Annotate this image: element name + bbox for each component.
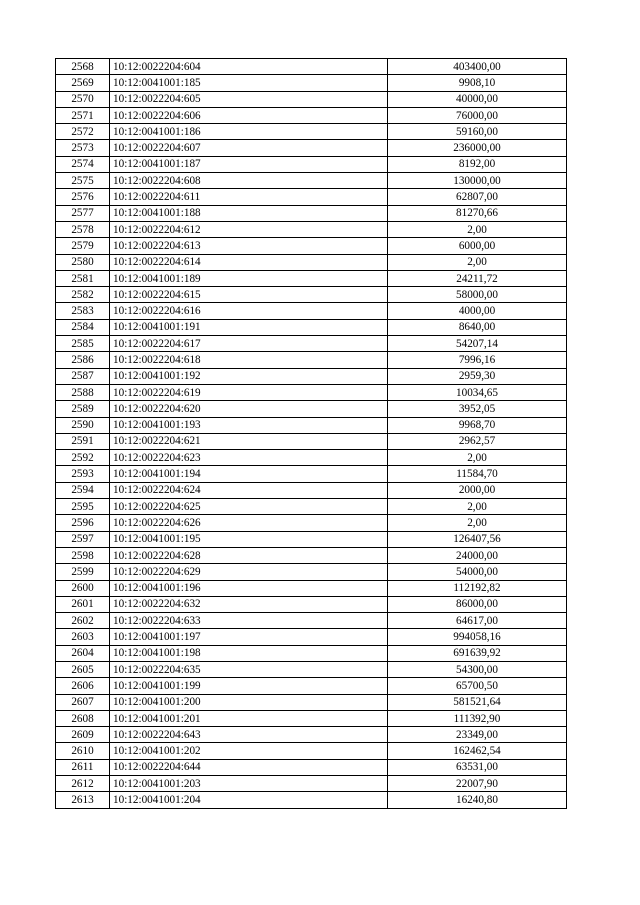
row-number-cell: 2570 [56, 91, 110, 107]
value-cell: 16240,80 [388, 792, 567, 808]
cadastral-number-cell: 10:12:0022204:606 [110, 107, 388, 123]
row-number-cell: 2603 [56, 629, 110, 645]
row-number-cell: 2613 [56, 792, 110, 808]
value-cell: 65700,50 [388, 678, 567, 694]
row-number-cell: 2600 [56, 580, 110, 596]
cadastral-number-cell: 10:12:0022204:614 [110, 254, 388, 270]
value-cell: 236000,00 [388, 140, 567, 156]
value-cell: 11584,70 [388, 466, 567, 482]
value-cell: 7996,16 [388, 352, 567, 368]
row-number-cell: 2599 [56, 564, 110, 580]
row-number-cell: 2568 [56, 59, 110, 75]
table-row [56, 613, 567, 629]
value-cell: 54207,14 [388, 336, 567, 352]
value-cell: 8192,00 [388, 156, 567, 172]
table-body [56, 59, 567, 809]
table-row [56, 661, 567, 677]
row-number-cell: 2605 [56, 661, 110, 677]
value-cell: 130000,00 [388, 173, 567, 189]
table-row [56, 59, 567, 75]
cadastral-number-cell: 10:12:0022204:607 [110, 140, 388, 156]
row-number-cell: 2607 [56, 694, 110, 710]
cadastral-number-cell: 10:12:0041001:186 [110, 124, 388, 140]
cadastral-number-cell: 10:12:0041001:192 [110, 368, 388, 384]
table-row [56, 596, 567, 612]
cadastral-number-cell: 10:12:0041001:200 [110, 694, 388, 710]
table-row [56, 287, 567, 303]
cadastral-number-cell: 10:12:0041001:201 [110, 710, 388, 726]
row-number-cell: 2596 [56, 515, 110, 531]
value-cell: 76000,00 [388, 107, 567, 123]
cadastral-number-cell: 10:12:0022204:624 [110, 482, 388, 498]
value-cell: 86000,00 [388, 596, 567, 612]
table-row [56, 254, 567, 270]
table-row [56, 319, 567, 335]
row-number-cell: 2582 [56, 287, 110, 303]
row-number-cell: 2578 [56, 221, 110, 237]
value-cell: 9968,70 [388, 417, 567, 433]
table-row [56, 417, 567, 433]
value-cell: 2959,30 [388, 368, 567, 384]
table-row [56, 466, 567, 482]
value-cell: 59160,00 [388, 124, 567, 140]
table-row [56, 547, 567, 563]
cadastral-number-cell: 10:12:0041001:198 [110, 645, 388, 661]
table-row [56, 580, 567, 596]
table-row [56, 710, 567, 726]
table-row [56, 336, 567, 352]
value-cell: 8640,00 [388, 319, 567, 335]
table-row [56, 205, 567, 221]
value-cell: 2,00 [388, 450, 567, 466]
value-cell: 24000,00 [388, 547, 567, 563]
cadastral-number-cell: 10:12:0022204:632 [110, 596, 388, 612]
row-number-cell: 2588 [56, 384, 110, 400]
cadastral-number-cell: 10:12:0041001:193 [110, 417, 388, 433]
row-number-cell: 2577 [56, 205, 110, 221]
cadastral-number-cell: 10:12:0041001:187 [110, 156, 388, 172]
cadastral-number-cell: 10:12:0041001:202 [110, 743, 388, 759]
table-row [56, 238, 567, 254]
table-row [56, 482, 567, 498]
cadastral-number-cell: 10:12:0022204:628 [110, 547, 388, 563]
row-number-cell: 2610 [56, 743, 110, 759]
cadastral-number-cell: 10:12:0022204:625 [110, 499, 388, 515]
table-row [56, 368, 567, 384]
value-cell: 40000,00 [388, 91, 567, 107]
cadastral-number-cell: 10:12:0041001:185 [110, 75, 388, 91]
value-cell: 10034,65 [388, 384, 567, 400]
row-number-cell: 2609 [56, 727, 110, 743]
row-number-cell: 2576 [56, 189, 110, 205]
cadastral-number-cell: 10:12:0022204:615 [110, 287, 388, 303]
row-number-cell: 2590 [56, 417, 110, 433]
cadastral-number-cell: 10:12:0022204:613 [110, 238, 388, 254]
value-cell: 2962,57 [388, 433, 567, 449]
cadastral-number-cell: 10:12:0041001:189 [110, 270, 388, 286]
row-number-cell: 2585 [56, 336, 110, 352]
cadastral-number-cell: 10:12:0022204:617 [110, 336, 388, 352]
row-number-cell: 2606 [56, 678, 110, 694]
value-cell: 691639,92 [388, 645, 567, 661]
cadastral-number-cell: 10:12:0022204:612 [110, 221, 388, 237]
table-row [56, 75, 567, 91]
cadastral-number-cell: 10:12:0041001:195 [110, 531, 388, 547]
row-number-cell: 2595 [56, 499, 110, 515]
value-cell: 2,00 [388, 221, 567, 237]
value-cell: 2000,00 [388, 482, 567, 498]
row-number-cell: 2572 [56, 124, 110, 140]
table-row [56, 515, 567, 531]
row-number-cell: 2594 [56, 482, 110, 498]
value-cell: 162462,54 [388, 743, 567, 759]
cadastral-number-cell: 10:12:0041001:196 [110, 580, 388, 596]
table-row [56, 678, 567, 694]
table-row [56, 384, 567, 400]
cadastral-number-cell: 10:12:0041001:194 [110, 466, 388, 482]
table-row [56, 401, 567, 417]
row-number-cell: 2584 [56, 319, 110, 335]
value-cell: 63531,00 [388, 759, 567, 775]
value-cell: 62807,00 [388, 189, 567, 205]
table-row [56, 694, 567, 710]
cadastral-number-cell: 10:12:0041001:197 [110, 629, 388, 645]
cadastral-number-cell: 10:12:0022204:611 [110, 189, 388, 205]
cadastral-number-cell: 10:12:0022204:635 [110, 661, 388, 677]
table-row [56, 189, 567, 205]
cadastral-number-cell: 10:12:0022204:633 [110, 613, 388, 629]
table-row [56, 776, 567, 792]
table-row [56, 792, 567, 808]
row-number-cell: 2612 [56, 776, 110, 792]
row-number-cell: 2579 [56, 238, 110, 254]
value-cell: 111392,90 [388, 710, 567, 726]
cadastral-number-cell: 10:12:0041001:204 [110, 792, 388, 808]
value-cell: 112192,82 [388, 580, 567, 596]
cadastral-number-cell: 10:12:0022204:620 [110, 401, 388, 417]
cadastral-number-cell: 10:12:0041001:188 [110, 205, 388, 221]
cadastral-number-cell: 10:12:0022204:644 [110, 759, 388, 775]
value-cell: 81270,66 [388, 205, 567, 221]
value-cell: 4000,00 [388, 303, 567, 319]
value-cell: 58000,00 [388, 287, 567, 303]
cadastral-number-cell: 10:12:0041001:199 [110, 678, 388, 694]
cadastral-number-cell: 10:12:0022204:619 [110, 384, 388, 400]
row-number-cell: 2602 [56, 613, 110, 629]
table-row [56, 450, 567, 466]
cadastral-number-cell: 10:12:0022204:621 [110, 433, 388, 449]
table-row [56, 499, 567, 515]
table-row [56, 140, 567, 156]
row-number-cell: 2581 [56, 270, 110, 286]
table-row [56, 124, 567, 140]
table-row [56, 352, 567, 368]
value-cell: 9908,10 [388, 75, 567, 91]
cadastral-number-cell: 10:12:0041001:191 [110, 319, 388, 335]
row-number-cell: 2601 [56, 596, 110, 612]
row-number-cell: 2587 [56, 368, 110, 384]
row-number-cell: 2583 [56, 303, 110, 319]
row-number-cell: 2593 [56, 466, 110, 482]
row-number-cell: 2571 [56, 107, 110, 123]
cadastral-number-cell: 10:12:0041001:203 [110, 776, 388, 792]
value-cell: 403400,00 [388, 59, 567, 75]
table-row [56, 743, 567, 759]
row-number-cell: 2592 [56, 450, 110, 466]
row-number-cell: 2591 [56, 433, 110, 449]
row-number-cell: 2573 [56, 140, 110, 156]
table-row [56, 531, 567, 547]
value-cell: 994058,16 [388, 629, 567, 645]
value-cell: 54000,00 [388, 564, 567, 580]
row-number-cell: 2589 [56, 401, 110, 417]
table-row [56, 564, 567, 580]
value-cell: 2,00 [388, 515, 567, 531]
table-row [56, 156, 567, 172]
cadastral-number-cell: 10:12:0022204:623 [110, 450, 388, 466]
cadastral-number-cell: 10:12:0022204:629 [110, 564, 388, 580]
value-cell: 126407,56 [388, 531, 567, 547]
row-number-cell: 2597 [56, 531, 110, 547]
row-number-cell: 2574 [56, 156, 110, 172]
cadastral-value-table [55, 58, 567, 809]
row-number-cell: 2586 [56, 352, 110, 368]
value-cell: 23349,00 [388, 727, 567, 743]
value-cell: 24211,72 [388, 270, 567, 286]
row-number-cell: 2569 [56, 75, 110, 91]
cadastral-number-cell: 10:12:0022204:608 [110, 173, 388, 189]
value-cell: 581521,64 [388, 694, 567, 710]
table-row [56, 221, 567, 237]
cadastral-number-cell: 10:12:0022204:618 [110, 352, 388, 368]
value-cell: 6000,00 [388, 238, 567, 254]
row-number-cell: 2575 [56, 173, 110, 189]
cadastral-number-cell: 10:12:0022204:626 [110, 515, 388, 531]
row-number-cell: 2611 [56, 759, 110, 775]
cadastral-number-cell: 10:12:0022204:643 [110, 727, 388, 743]
cadastral-number-cell: 10:12:0022204:605 [110, 91, 388, 107]
value-cell: 22007,90 [388, 776, 567, 792]
value-cell: 64617,00 [388, 613, 567, 629]
cadastral-number-cell: 10:12:0022204:616 [110, 303, 388, 319]
table-row [56, 433, 567, 449]
value-cell: 54300,00 [388, 661, 567, 677]
value-cell: 3952,05 [388, 401, 567, 417]
value-cell: 2,00 [388, 254, 567, 270]
table-row [56, 645, 567, 661]
table-row [56, 91, 567, 107]
table-row [56, 727, 567, 743]
table-row [56, 629, 567, 645]
cadastral-number-cell: 10:12:0022204:604 [110, 59, 388, 75]
row-number-cell: 2608 [56, 710, 110, 726]
table-row [56, 759, 567, 775]
table-row [56, 173, 567, 189]
table-row [56, 107, 567, 123]
row-number-cell: 2580 [56, 254, 110, 270]
value-cell: 2,00 [388, 499, 567, 515]
row-number-cell: 2604 [56, 645, 110, 661]
table-row [56, 303, 567, 319]
table-row [56, 270, 567, 286]
row-number-cell: 2598 [56, 547, 110, 563]
